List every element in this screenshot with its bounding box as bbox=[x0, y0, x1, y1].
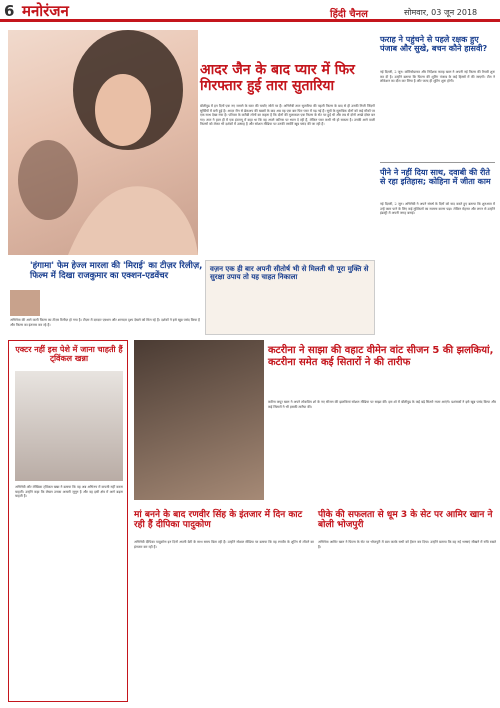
katrina-body: करीना कपूर खान ने अपने लोकप्रिय शो के नए सीजन की झलकियां सोशल मीडिया पर साझा कीं। इस शो में बॉलीवुड के कई बड़े सितारे नजर आएंगे। प्रशंसकों ने इसे खूब पसंद किया और कई सितारों ने भी इसकी तारीफ की। bbox=[268, 400, 496, 409]
katrina-photo bbox=[134, 340, 264, 500]
masthead bbox=[0, 0, 500, 22]
twinkle-box bbox=[8, 340, 128, 702]
deepika-body: अभिनेत्री दीपिका पादुकोण इन दिनों अपनी बेटी के साथ समय बिता रही हैं। उन्होंने सोशल मीडिया पर बताया कि वह रणवीर के शूटिंग से लौटने का इंतजार कर रही हैं। bbox=[134, 540, 314, 549]
right-top-body: नई दिल्ली, 2 जून। कोरियोग्राफर और निर्देशक फराह खान ने अपनी नई फिल्म की तैयारी शुरू कर दी है। उन्होंने बताया कि फिल्म की शूटिंग पंजाब के कई हिस्सों में की जाएगी। टीम ने लोकेशन का दौरा कर लिया है और जल्द ही शूटिंग शुरू होगी। bbox=[380, 70, 495, 84]
lead-photo bbox=[8, 30, 198, 255]
column-divider bbox=[380, 162, 495, 163]
ad-headline: वज़न एक ही बार अपनी सीतोर्ष भी से मिलती थी पूरा मुक्ति से सुरक्षा उपाय तो यह चाहत निकाला bbox=[210, 265, 369, 282]
twinkle-body: अभिनेत्री और लेखिका ट्विंकल खन्ना ने बताया कि वह अब अभिनय में वापसी नहीं करना चाहतीं। उन्होंने कहा कि लेखन उनका असली जुनून है और वह इसी क्षेत्र में आगे बढ़ना चाहती हैं। bbox=[15, 485, 123, 499]
lead-body: बॉलीवुड में इन दिनों एक नए जमाने के स्टार की चर्चाएं जोरों पर हैं। अभिनेत्री तारा सुतारिया की पहली फिल्म के बाद से ही उनकी निजी जिंदगी सुर्खियों में बनी हुई है। आदर जैन से ब्रेकअप की खबरों के बाद अब वह एक बार फिर प्यार में पड़ गई हैं। सूत्रों के मुताबिक दोनों को कई मौकों पर एक साथ देखा गया है। परिवार के करीबी लोगों का कहना है कि दोनों की मुलाकात एक फिल्म के सेट पर हुई थी और तब से दोनों अच्छे दोस्त बन गए। तारा ने हाल ही में एक इंटरव्यू में कहा था कि वह अपने करियर पर ध्यान दे रही हैं, लेकिन प्यार कभी भी हो सकता है। उनकी आने वाली फिल्मों को लेकर भी दर्शकों में उत्साह है और सोशल मीडिया पर उनकी तस्वीरें खूब पसंद की जा रही हैं। bbox=[200, 104, 375, 127]
mirai-headline: 'हंगामा' फेम हेज्ल मारला की 'मिराई' का टीज़र रिलीज़, फिल्म में दिखा राजकुमार का एक्शन-एडवेंचर bbox=[30, 261, 203, 281]
page-number: 6 bbox=[4, 2, 15, 20]
mirai-photo bbox=[10, 290, 40, 316]
advertisement bbox=[205, 260, 375, 335]
right-top-headline: फराह ने पहुंचने से पहले रक्षक हुए पंजाब और सुखे, बचन कौने हासवी? bbox=[380, 35, 488, 54]
twinkle-photo bbox=[15, 371, 123, 481]
brand-name: हिंदी चैनल bbox=[330, 9, 368, 20]
right-mid-body: नई दिल्ली, 2 जून। अभिनेत्री ने अपने संघर्ष के दिनों को याद करते हुए बताया कि शुरुआत में उन्हें काम पाने के लिए कई मुश्किलों का सामना करना पड़ा। लेकिन मेहनत और लगन से उन्होंने इंडस्ट्री में अपनी जगह बनाई। bbox=[380, 202, 495, 216]
lead-headline: आदर जैन के बाद प्यार में फिर गिरफ्तार हुई तारा सुतारिया bbox=[200, 62, 355, 95]
katrina-headline: कटरीना ने साझा की वहाट वीमेन वांट सीजन 5 की झलकियां, कटरीना समेत कई सितारों ने की तारीफ bbox=[268, 345, 494, 368]
deepika-headline: मां बनने के बाद रणवीर सिंह के इंतजार में दिन काट रही हैं दीपिका पादुकोण bbox=[134, 510, 303, 531]
section-title: मनोरंजन bbox=[22, 2, 69, 20]
aamir-body: अभिनेता आमिर खान ने फिल्म के सेट पर भोजपुरी में बात करके सभी को हैरान कर दिया। उन्होंने बताया कि वह नई भाषाएं सीखने में रुचि रखते हैं। bbox=[318, 540, 496, 549]
issue-date: सोमवार, 03 जून 2018 bbox=[404, 8, 478, 17]
mirai-body: अभिनेता की आने वाली फिल्म का टीज़र रिलीज़ हो गया है। टीज़र में दमदार एक्शन और शानदार दृश्य देखने को मिल रहे हैं। दर्शकों ने इसे खूब पसंद किया है और फिल्म का इंतजार कर रहे हैं। bbox=[10, 318, 200, 327]
aamir-headline: पीके की सफलता से धूम 3 के सेट पर आमिर खान ने बोली भोजपुरी bbox=[318, 510, 493, 531]
twinkle-headline: एक्टर नहीं इस पेशे में जाना चाहती हैं ट्विंकल खन्ना bbox=[15, 345, 123, 364]
right-mid-headline: पीने ने नहीं दिया साथ, दवाबी की रीते से रहा इतिहास; कोहिना में जीता काम bbox=[380, 168, 491, 187]
